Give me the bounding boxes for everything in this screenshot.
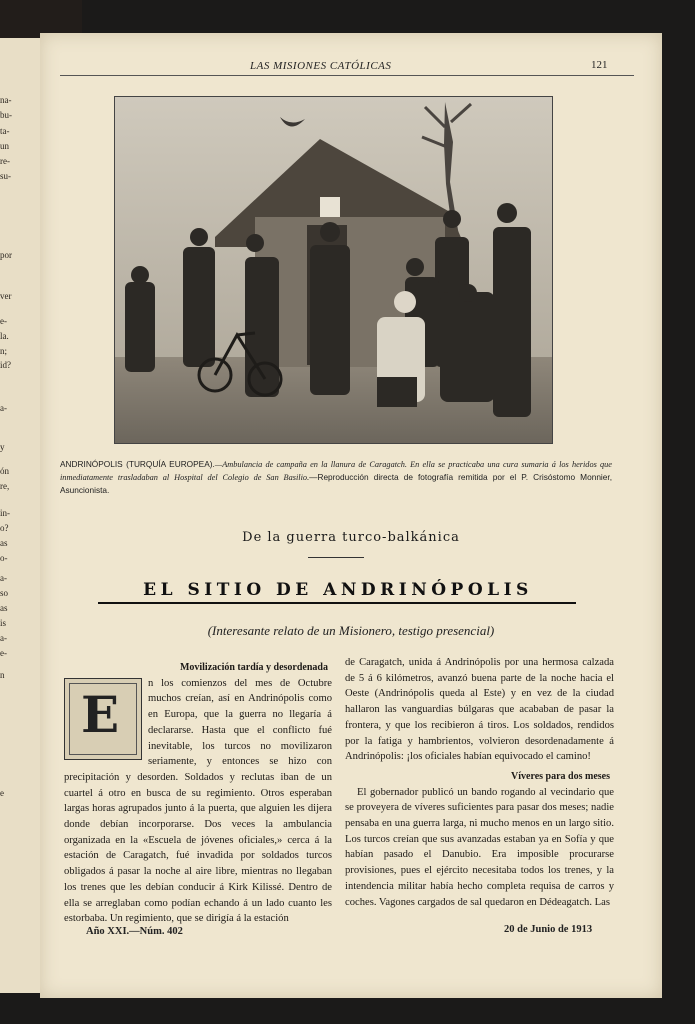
caption-italic: —Ambulancia de campaña en la llanura de Caragatch. En ella se practicaba una cura sumaria á los heridos que inmediatamente trasladaban al Hospital del Colegio de San Basilio. (60, 460, 612, 482)
left-page-text-fragment: re- (0, 156, 10, 166)
decorative-initial-letter: E (81, 684, 120, 744)
left-page-text-fragment: e (0, 788, 4, 798)
left-page-text-fragment: ta- (0, 126, 10, 136)
decorative-initial (64, 678, 142, 760)
left-page-edge (0, 38, 42, 993)
left-page-text-fragment: as (0, 538, 8, 548)
subheading-viveres: Víveres para dos meses (511, 770, 610, 782)
issue-date: 20 de Junio de 1913 (504, 924, 593, 935)
left-page-text-fragment: a- (0, 573, 7, 583)
left-page-text-fragment: so (0, 588, 9, 598)
left-page-text-fragment: re, (0, 481, 10, 491)
left-page-text-fragment: a- (0, 403, 7, 413)
photograph (114, 96, 553, 444)
column-left (64, 660, 332, 927)
photo-caption (60, 458, 612, 496)
issue-number: Año XXI.—Núm. 402 (86, 926, 183, 937)
left-page-text-fragment: e- (0, 648, 7, 658)
photograph-image (115, 97, 552, 443)
caption-rest: —Reproducción directa de fotografía remitida por el P. Crisóstomo Monnier, Asuncionista. (60, 472, 613, 495)
body-paragraph: El gobernador publicó un bando rogando al vecindario que se proveyera de víveres suficientes para pasar dos meses; nadie pensaba en una guerra larga, ni mucho menos en un largo sitio. Los turcos creían que sus avanzadas estaban ya en Sofía y que habían pasado el Danubio. Era imposible procurarse provisiones, pues el ejército necesitaba todos los trenes, y la intendencia militar había hecho completa requisa de carros y coches. Vagones cargados de sal quedaron en Dédeagatch. Las (345, 786, 614, 908)
section-heading: De la guerra turco-balkánica (242, 530, 460, 545)
left-page-text-fragment: id? (0, 360, 11, 370)
left-page-text-fragment: n (0, 670, 5, 680)
running-header: LAS MISIONES CATÓLICAS (250, 60, 392, 72)
left-page-text-fragment: e- (0, 316, 7, 326)
left-page-text-fragment: na- (0, 95, 12, 105)
left-page-text-fragment: o? (0, 523, 9, 533)
left-page-text-fragment: a- (0, 633, 7, 643)
left-page-text-fragment: por (0, 250, 12, 260)
left-page-text-fragment: in- (0, 508, 10, 518)
article-title: EL SITIO DE ANDRINÓPOLIS (143, 580, 533, 600)
body-paragraph: de Caragatch, unida á Andrinópolis por una hermosa calzada de 5 á 6 kilómetros, avanzó buena parte de la noche hacia el Oeste (Andrinópolis queda al Este) y en vez de la ciudad hallaron las vanguardias búlgaras que acababan de pasar la frontera, y que los recibieron á tiros. Los soldados, rendidos por la fatiga y hambrientos, volvieron desordenadamente á Andrinópolis: ¡los oficiales habían equivocado el camino! (345, 657, 614, 763)
left-page-text-fragment: su- (0, 171, 11, 181)
column-right (345, 655, 614, 910)
subheading-movilizacion: Movilización tardía y desordenada (179, 662, 328, 673)
left-page-text-fragment: as (0, 603, 8, 613)
left-page-text-fragment: o- (0, 553, 8, 563)
header-rule (60, 75, 634, 76)
left-page-text-fragment: n; (0, 346, 8, 356)
left-page-text-fragment: ón (0, 466, 9, 476)
article-subtitle: (Interesante relato de un Misionero, testigo presencial) (207, 623, 495, 638)
section-rule (308, 557, 364, 558)
left-page-text-fragment: un (0, 141, 9, 151)
left-page-text-fragment: bu- (0, 110, 12, 120)
left-page-text-fragment: is (0, 618, 7, 628)
title-rule (98, 602, 576, 604)
caption-lead: ANDRINÓPOLIS (TURQUÍA EUROPEA). (60, 459, 215, 469)
body-paragraph: n los comienzos del mes de Octubre muchos creían, así en Andrinópolis como en Europa, que la guerra no llegaría á declararse. Hasta que el conflicto fué inevitable, los turcos no movilizaron seriamente, y entonces se hizo con precipitación y desorden. Soldados y reclutas iban de un cuartel á otro en busca de su regimiento. Otros esperaban largas horas agrupados junto á la puerta, que alguien les dijera donde debían incorporarse. Dos veces la ambulancia organizada en la «Escuela de jóvenes oficiales,» cerca á la estación de Caragatch, fué invadida por soldados turcos obligados á pasar la noche al aire libre, mientras no llegaban los trenes que les debían conducir á Kirk Kilissé. Dentro de ella se arreglaban como podían echando á un lado cuanto les estorbaba. Un regimiento, que se dirigía á la estación (64, 677, 332, 925)
left-page-text-fragment: ver (0, 291, 12, 301)
magazine-page (40, 33, 662, 998)
left-page-text-fragment: y (0, 442, 5, 452)
left-page-text-fragment: la. (0, 331, 9, 341)
page-number: 121 (591, 59, 608, 71)
